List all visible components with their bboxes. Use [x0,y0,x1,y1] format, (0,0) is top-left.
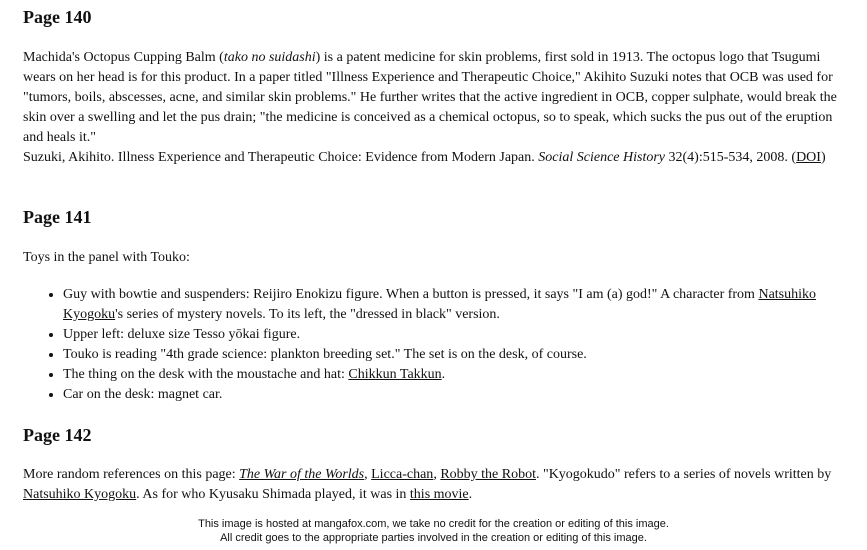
text: ) is a patent medicine for skin problems, first sold in 1913. The octopus logo that Tsugumi wears on her head is for this product. In a paper titled "Illness Experience and Therapeutic Choice," Akihito Suzuki notes that OCB was used for "tumors, boils, abscesses, acne, and similar skin problems." He further writes that the active ingredient in OCB, copper sulphate, would break the skin over a swelling and let the pus drain; "the medicine is conceived as a chemical octopus, so to speak, which sucks the pus out of the eruption and heals it." [23,50,837,145]
footer-line-2: All credit goes to the appropriate parties involved in the creation or editing of this image. [220,532,647,544]
list-item [63,385,853,405]
text: . [468,487,473,502]
this-movie-link[interactable]: this movie [409,487,469,502]
natsuhiko-kyogoku-link[interactable]: Natsuhiko Kyogoku [63,287,817,322]
paragraph-ocb [23,48,853,148]
robby-the-robot-link[interactable]: Robby the Robot [440,467,536,482]
text: . "Kyogokudo" refers to a series of novels written by [535,467,832,482]
toys-list [23,285,853,405]
heading-page-141: Page 141 [23,207,92,227]
text: , [364,467,372,482]
text: The thing on the desk with the moustache and hat: [63,367,349,382]
text: Car on the desk: magnet car. [63,387,223,402]
text: Touko is reading "4th grade science: plankton breeding set." The set is on the desk, of course. [63,347,587,362]
natsuhiko-kyogoku-link[interactable]: Natsuhiko Kyogoku [23,487,137,502]
toys-intro: Toys in the panel with Touko: [23,250,190,265]
text: . As for who Kyusaku Shimada played, it was in [136,487,410,502]
journal-title: Social Science History [538,150,666,165]
paragraph-references [23,465,853,505]
text: Machida's Octopus Cupping Balm ( [23,50,224,65]
licca-chan-link[interactable]: Licca-chan [371,467,434,482]
text: . [441,367,446,382]
heading-page-142: Page 142 [23,425,92,445]
text: ) [820,150,826,165]
hosting-footer [0,517,867,545]
text: Guy with bowtie and suspenders: Reijiro Enokizu figure. When a button is pressed, it says "I am (a) god!" A character from [63,287,759,302]
war-of-the-worlds-link[interactable]: The War of the Worlds [239,467,365,482]
text: Upper left: deluxe size Tesso yōkai figure. [63,327,301,342]
text: 32(4):515-534, 2008. ( [665,150,797,165]
footer-line-1: This image is hosted at mangafox.com, we take no credit for the creation or editing of this image. [198,518,669,530]
text: Suzuki, Akihito. Illness Experience and Therapeutic Choice: Evidence from Modern Japan. [23,150,539,165]
chikkun-takkun-link[interactable]: Chikkun Takkun [348,367,442,382]
citation [23,148,853,168]
text: More random references on this page: [23,467,240,482]
list-item [63,365,853,385]
text: 's series of mystery novels. To its left, the "dressed in black" version. [115,307,500,322]
list-item [63,345,853,365]
italic-term: tako no suidashi [223,50,316,65]
text: , [433,467,441,482]
list-item [63,325,853,345]
doi-link[interactable]: DOI [796,150,821,165]
heading-page-140: Page 140 [23,7,92,27]
list-item [63,285,853,325]
